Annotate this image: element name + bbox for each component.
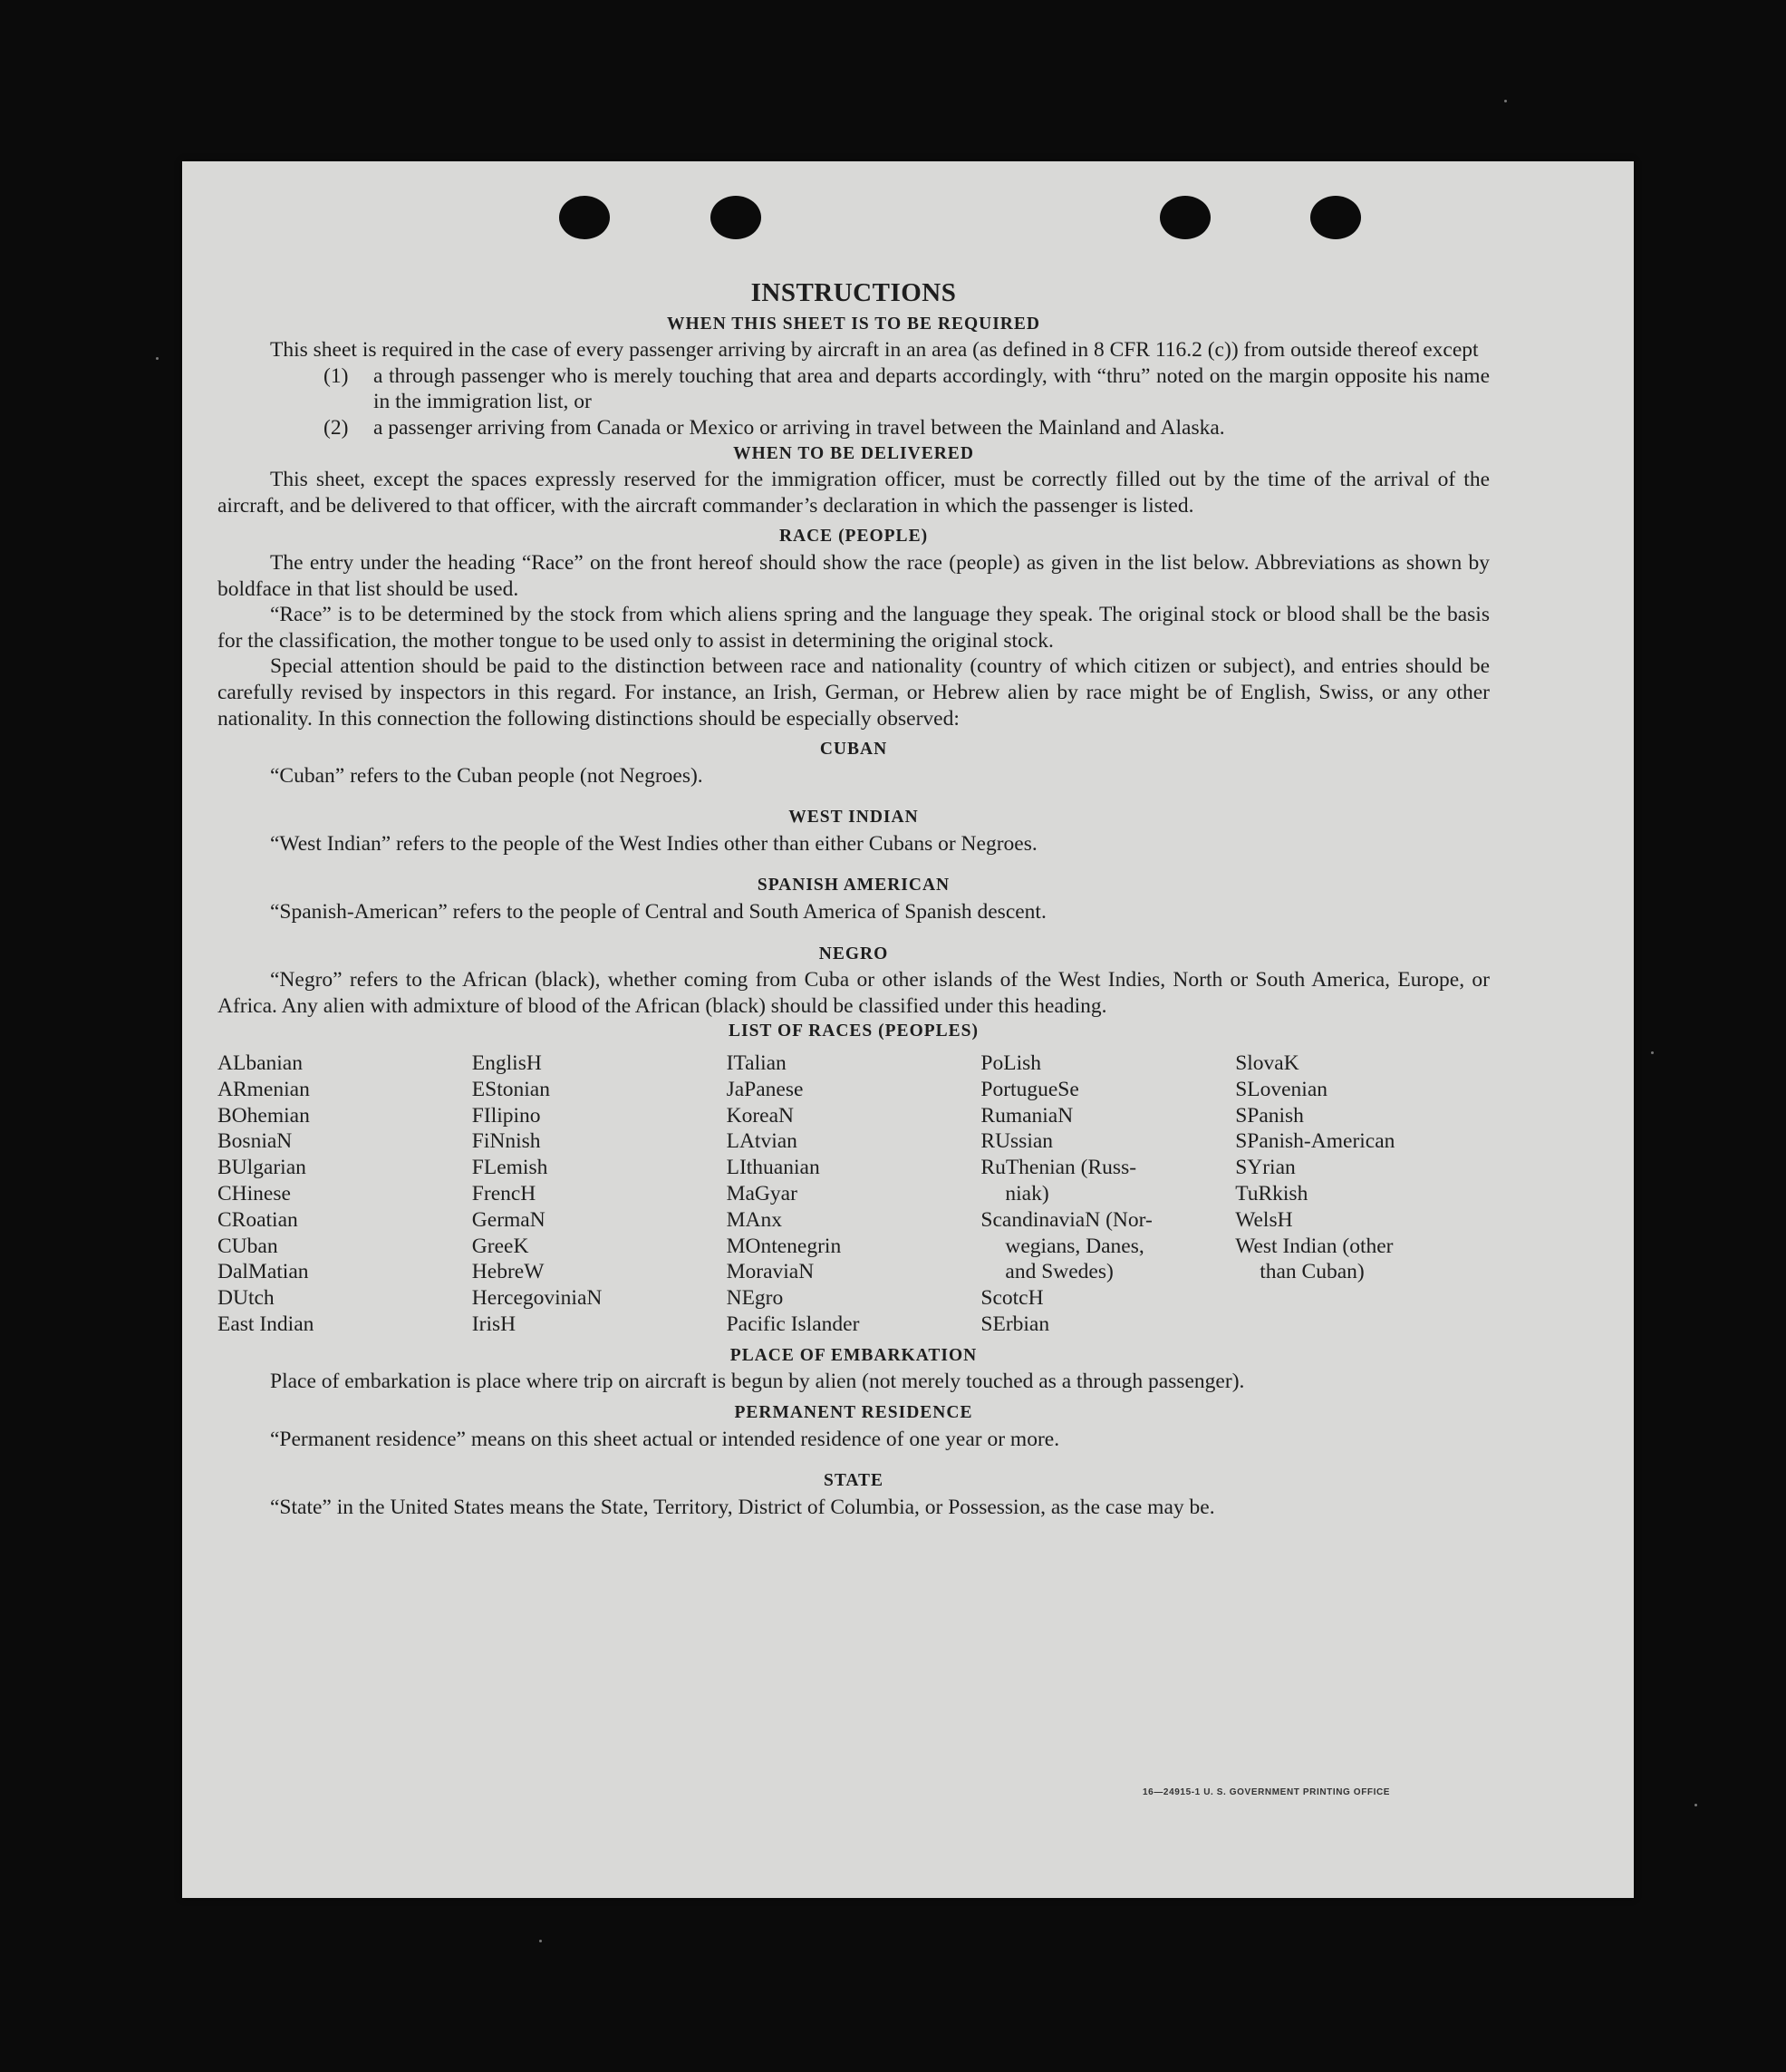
scan-speck	[1694, 1804, 1697, 1806]
heading-spanish-american: SPANISH AMERICAN	[757, 876, 951, 896]
race-entry: KoreaN	[726, 1103, 794, 1128]
race-entry: BosniaN	[217, 1129, 293, 1154]
list-item	[217, 363, 1490, 415]
required-intro: This sheet is required in the case of every passenger arriving by aircraft in an area (as defined in 8 CFR 116.2 (c)) from outside thereof except	[270, 338, 1479, 363]
delivered-text: This sheet, except the spaces expressly reserved for the immigration officer, must be correctly filled out by the time of the arrival of the aircraft, and be delivered to that officer, with the aircraft commander’s declaration in which the passenger is listed.	[217, 468, 1490, 518]
race-entry: and Swedes)	[1005, 1260, 1114, 1284]
printing-office-footer: 16—24915-1 U. S. GOVERNMENT PRINTING OFFICE	[1143, 1787, 1391, 1797]
race-entry: East Indian	[217, 1312, 314, 1336]
punch-hole	[559, 196, 610, 239]
spanish-american-text: “Spanish-American” refers to the people of Central and South America of Spanish descent.	[270, 900, 1047, 925]
punch-hole	[1310, 196, 1361, 239]
race-entry: ScotcH	[980, 1286, 1044, 1311]
races-list	[217, 1051, 1490, 1338]
race-entry: EnglisH	[471, 1051, 542, 1076]
race-entry: ITalian	[726, 1051, 787, 1076]
race-entry: DUtch	[217, 1286, 275, 1311]
race-entry: FrencH	[471, 1182, 536, 1206]
item-number: (2)	[323, 415, 349, 440]
heading-race: RACE (PEOPLE)	[778, 527, 929, 547]
race-entry: SPanish	[1235, 1103, 1304, 1128]
heading-cuban: CUBAN	[819, 740, 888, 760]
race-entry: PortugueSe	[980, 1077, 1079, 1101]
heading-delivered: WHEN TO BE DELIVERED	[733, 443, 974, 463]
item-text: a passenger arriving from Canada or Mexico or arriving in travel between the Mainland and Alaska.	[373, 415, 1225, 440]
race-entry: MAnx	[726, 1207, 782, 1232]
item-number: (1)	[323, 363, 349, 388]
race-entry: CUban	[217, 1234, 278, 1258]
item-text: a through passenger who is merely touching that area and departs accordingly, with “thru” noted on the margin opposite his name in the immigration list, or	[373, 363, 1490, 414]
race-entry: SlovaK	[1235, 1051, 1299, 1076]
race-entry: FLemish	[471, 1156, 548, 1180]
race-entry: DalMatian	[217, 1260, 309, 1284]
race-entry: LAtvian	[726, 1129, 797, 1154]
race-entry: GreeK	[471, 1234, 529, 1258]
race-entry: BOhemian	[217, 1103, 310, 1128]
race-entry: ScandinaviaN (Nor-	[980, 1207, 1153, 1232]
race-entry: MaGyar	[726, 1182, 797, 1206]
cuban-text: “Cuban” refers to the Cuban people (not Negroes).	[270, 763, 703, 788]
races-column	[472, 1051, 727, 1338]
heading-state: STATE	[823, 1471, 884, 1491]
races-column	[217, 1051, 472, 1338]
races-column	[727, 1051, 981, 1338]
heading-west-indian: WEST INDIAN	[788, 808, 919, 828]
scan-speck	[1504, 100, 1507, 102]
race-entry: West Indian (other	[1235, 1234, 1394, 1258]
race-entry: SPanish-American	[1235, 1129, 1395, 1154]
race-entry: MOntenegrin	[726, 1234, 842, 1258]
race-entry: ARmenian	[217, 1077, 310, 1101]
race-entry: FIlipino	[471, 1103, 541, 1128]
race-entry: SYrian	[1235, 1156, 1296, 1180]
heading-races-list: LIST OF RACES (PEOPLES)	[728, 1021, 979, 1041]
race-entry: PoLish	[980, 1051, 1041, 1076]
race-entry: JaPanese	[726, 1077, 804, 1101]
races-column	[980, 1051, 1235, 1338]
list-item	[217, 415, 1490, 441]
negro-text: “Negro” refers to the African (black), whether coming from Cuba or other islands of the West Indies, North or South America, Europe, or Africa. Any alien with admixture of blood of the African (black) should be classified under this heading.	[217, 968, 1490, 1018]
race-paragraph-3: Special attention should be paid to the distinction between race and nationality (country of which citizen or subject), and entries should be carefully revised by inspectors in this regard. For instance, an Irish, German, or Hebrew alien by race might be of English, Swiss, or any other nationality. In this connection the following distinctions should be especially observed:	[217, 654, 1490, 731]
scan-speck	[156, 357, 159, 360]
race-entry: RuThenian (Russ-	[980, 1156, 1137, 1180]
west-indian-text: “West Indian” refers to the people of the West Indies other than either Cubans or Negroes.	[270, 831, 1038, 856]
heading-residence: PERMANENT RESIDENCE	[734, 1402, 973, 1422]
scan-speck	[1651, 1051, 1654, 1054]
race-paragraph-1: The entry under the heading “Race” on the front hereof should show the race (people) as given in the list below. Abbreviations as shown by boldface in that list should be used.	[217, 550, 1490, 601]
race-entry: MoraviaN	[726, 1260, 815, 1284]
race-entry: SLovenian	[1235, 1077, 1328, 1101]
race-entry: RUssian	[980, 1129, 1054, 1154]
race-entry: EStonian	[471, 1077, 550, 1101]
race-entry: ALbanian	[217, 1051, 303, 1076]
heading-required: WHEN THIS SHEET IS TO BE REQUIRED	[667, 314, 1040, 334]
race-entry: GermaN	[471, 1207, 545, 1232]
race-entry: niak)	[1005, 1182, 1049, 1206]
state-text: “State” in the United States means the State, Territory, District of Columbia, or Possession, as the case may be.	[270, 1495, 1215, 1519]
page-title: INSTRUCTIONS	[750, 278, 957, 307]
race-entry: LIthuanian	[726, 1156, 820, 1180]
race-entry: TuRkish	[1235, 1182, 1308, 1206]
residence-text: “Permanent residence” means on this sheet actual or intended residence of one year or more.	[270, 1427, 1060, 1451]
race-entry: SErbian	[980, 1312, 1050, 1336]
race-entry: CRoatian	[217, 1207, 298, 1232]
document-sheet	[182, 161, 1634, 1898]
races-column	[1235, 1051, 1490, 1338]
instructions-body	[217, 280, 1490, 1520]
race-entry: NEgro	[726, 1286, 784, 1311]
heading-embarkation: PLACE OF EMBARKATION	[729, 1345, 978, 1365]
race-entry: FiNnish	[471, 1129, 541, 1154]
race-entry: RumaniaN	[980, 1103, 1074, 1128]
heading-negro: NEGRO	[818, 944, 889, 963]
race-entry: HercegoviniaN	[471, 1286, 603, 1311]
race-entry: HebreW	[471, 1260, 545, 1284]
scan-speck	[539, 1940, 542, 1942]
race-entry: BUlgarian	[217, 1156, 306, 1180]
race-entry: wegians, Danes,	[1005, 1234, 1144, 1258]
race-paragraph-2: “Race” is to be determined by the stock from which aliens spring and the language they speak. The original stock or blood shall be the basis for the classification, the mother tongue to be used only to assist in determining the original stock.	[217, 603, 1490, 653]
race-entry: CHinese	[217, 1182, 291, 1206]
race-entry: IrisH	[471, 1312, 516, 1336]
race-entry: Pacific Islander	[726, 1312, 860, 1336]
race-entry: than Cuban)	[1260, 1260, 1365, 1284]
embarkation-text: Place of embarkation is place where trip on aircraft is begun by alien (not merely touched as a through passenger).	[270, 1370, 1245, 1394]
punch-hole	[710, 196, 761, 239]
race-entry: WelsH	[1235, 1207, 1293, 1232]
punch-hole	[1160, 196, 1211, 239]
